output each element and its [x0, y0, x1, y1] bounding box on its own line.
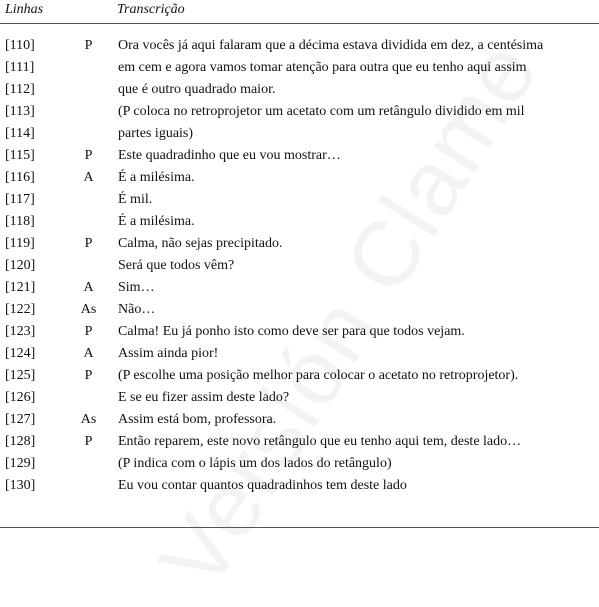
utterance: Calma! Eu já ponho isto como deve ser para que todos vejam. [118, 324, 465, 339]
utterance: Será que todos vêm? [118, 258, 235, 273]
utterance: E se eu fizer assim deste lado? [118, 390, 290, 405]
table-row [0, 233, 599, 255]
utterance: Sim… [118, 280, 155, 295]
utterance: partes iguais) [118, 126, 194, 141]
line-number: [118] [5, 214, 35, 229]
line-number: [125] [5, 368, 36, 383]
utterance: Este quadradinho que eu vou mostrar… [118, 148, 341, 163]
line-number: [127] [5, 412, 36, 427]
table-row [0, 123, 599, 145]
utterance: Então reparem, este novo retângulo que eu tenho aqui tem, deste lado… [118, 434, 522, 449]
line-number: [128] [5, 434, 36, 449]
utterance: Eu vou contar quantos quadradinhos tem deste lado [118, 478, 407, 493]
table-row [0, 409, 599, 431]
line-number: [121] [5, 280, 36, 295]
line-number: [117] [5, 192, 35, 207]
table-row [0, 145, 599, 167]
table-row [0, 453, 599, 475]
line-number: [120] [5, 258, 36, 273]
line-number: [122] [5, 302, 36, 317]
line-number: [115] [5, 148, 35, 163]
table-row [0, 167, 599, 189]
utterance: É a milésima. [118, 170, 195, 185]
utterance: Assim está bom, professora. [118, 412, 277, 427]
utterance: É mil. [118, 192, 153, 207]
line-number: [124] [5, 346, 36, 361]
utterance: Não… [118, 302, 156, 317]
table-row [0, 321, 599, 343]
line-number: [126] [5, 390, 36, 405]
table-row [0, 211, 599, 233]
speaker: P [84, 148, 93, 163]
table-row [0, 475, 599, 497]
bottom-rule [0, 527, 599, 528]
utterance: É a milésima. [118, 214, 195, 229]
speaker: A [83, 346, 94, 361]
header-lines: Linhas [5, 2, 44, 17]
table-row [0, 255, 599, 277]
utterance: (P indica com o lápis um dos lados do retângulo) [118, 456, 392, 471]
utterance: Calma, não sejas precipitado. [118, 236, 283, 251]
table-row [0, 277, 599, 299]
speaker: As [80, 302, 97, 317]
utterance: Assim ainda pior! [118, 346, 219, 361]
table-row [0, 387, 599, 409]
speaker: A [83, 280, 94, 295]
speaker: A [83, 170, 94, 185]
speaker: P [84, 368, 93, 383]
utterance: (P escolhe uma posição melhor para colocar o acetato no retroprojetor). [118, 368, 519, 383]
line-number: [111] [5, 60, 35, 75]
speaker: P [84, 434, 93, 449]
line-number: [110] [5, 38, 35, 53]
table-row [0, 343, 599, 365]
utterance: Ora vocês já aqui falaram que a décima estava dividida em dez, a centésima [118, 38, 544, 53]
line-number: [119] [5, 236, 35, 251]
line-number: [129] [5, 456, 36, 471]
line-number: [113] [5, 104, 35, 119]
speaker: P [84, 38, 93, 53]
utterance: (P coloca no retroprojetor um acetato com um retângulo dividido em mil [118, 104, 525, 119]
line-number: [116] [5, 170, 35, 185]
table-header [0, 2, 599, 20]
line-number: [123] [5, 324, 36, 339]
utterance: que é outro quadrado maior. [118, 82, 276, 97]
line-number: [112] [5, 82, 35, 97]
line-number: [130] [5, 478, 36, 493]
utterance: em cem e agora vamos tomar atenção para outra que eu tenho aqui assim [118, 60, 527, 75]
speaker: P [84, 324, 93, 339]
table-row [0, 299, 599, 321]
table-row [0, 57, 599, 79]
speaker: As [80, 412, 97, 427]
table-row [0, 101, 599, 123]
speaker: P [84, 236, 93, 251]
header-transcription: Transcrição [117, 2, 185, 17]
table-row [0, 431, 599, 453]
top-rule [0, 23, 599, 24]
table-row [0, 189, 599, 211]
line-number: [114] [5, 126, 35, 141]
table-row [0, 365, 599, 387]
transcript-table [0, 35, 599, 497]
table-row [0, 79, 599, 101]
table-row [0, 35, 599, 57]
